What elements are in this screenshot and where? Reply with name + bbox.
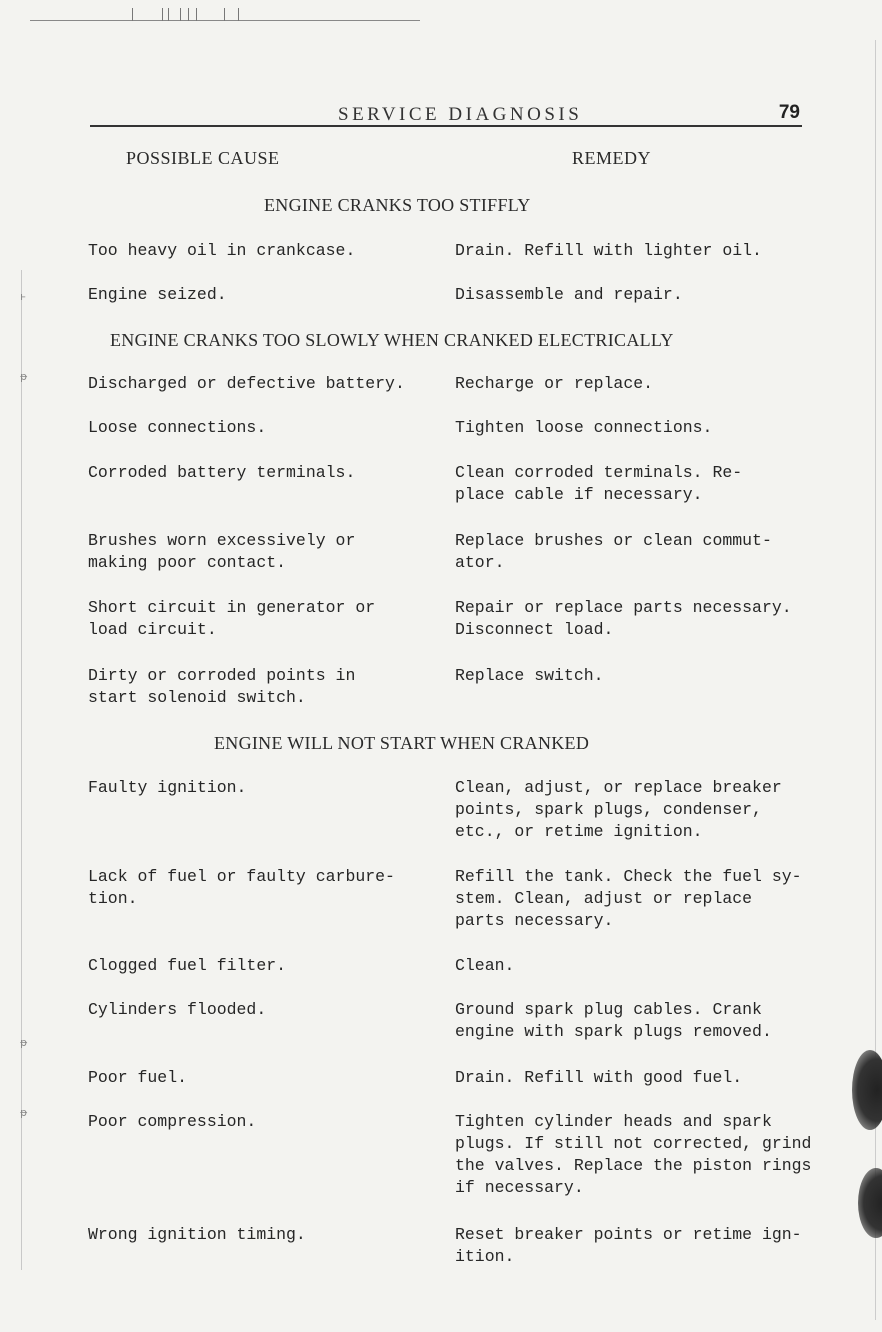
remedy-text: Tighten loose connections. (455, 418, 713, 437)
page-number: 79 (778, 102, 800, 123)
cause-text: Lack of fuel or faulty carbure- tion. (88, 867, 395, 908)
cause-text: Cylinders flooded. (88, 1000, 267, 1019)
cause-text: Faulty ignition. (88, 778, 247, 797)
cause-text: Dirty or corroded points in start solenoid switch. (88, 666, 356, 707)
remedy-text: Disassemble and repair. (455, 285, 683, 304)
remedy-text: Clean corroded terminals. Re- place cable if necessary. (455, 463, 743, 504)
remedy-text: Refill the tank. Check the fuel sy- stem. Clean, adjust or replace parts necessary. (455, 867, 802, 930)
margin-speck: ᵽ (20, 1106, 28, 1119)
section-title: ENGINE WILL NOT START WHEN CRANKED (214, 733, 590, 753)
remedy-text: Clean, adjust, or replace breaker points, spark plugs, condenser, etc., or retime ignition. (455, 778, 782, 841)
remedy-text: Recharge or replace. (455, 374, 654, 393)
cause-text: Poor compression. (88, 1112, 257, 1131)
cause-text: Discharged or defective battery. (88, 374, 405, 393)
cause-text: Poor fuel. (88, 1068, 188, 1087)
remedy-text: Drain. Refill with lighter oil. (455, 241, 762, 260)
scan-artifact-edge (21, 270, 22, 1270)
binding-hole-mark (858, 1168, 882, 1238)
remedy-text: Clean. (455, 956, 515, 975)
remedy-text: Drain. Refill with good fuel. (455, 1068, 743, 1087)
column-header-cause: POSSIBLE CAUSE (126, 148, 280, 168)
page-title: SERVICE DIAGNOSIS (338, 104, 583, 125)
cause-text: Too heavy oil in crankcase. (88, 241, 356, 260)
margin-speck: ᵽ (20, 1036, 28, 1049)
cause-text: Wrong ignition timing. (88, 1225, 306, 1244)
section-title: ENGINE CRANKS TOO SLOWLY WHEN CRANKED ELECTRICALLY (110, 330, 674, 350)
column-header-remedy: REMEDY (572, 148, 651, 168)
cause-text: Corroded battery terminals. (88, 463, 356, 482)
section-title: ENGINE CRANKS TOO STIFFLY (264, 195, 531, 215)
remedy-text: Tighten cylinder heads and spark plugs. If still not corrected, grind the valves. Replace the piston rings if necessary. (455, 1112, 812, 1197)
remedy-text: Replace brushes or clean commut- ator. (455, 531, 772, 572)
cause-text: Short circuit in generator or load circuit. (88, 598, 376, 639)
remedy-text: Ground spark plug cables. Crank engine with spark plugs removed. (455, 1000, 772, 1041)
cause-text: Engine seized. (88, 285, 227, 304)
remedy-text: Reset breaker points or retime ign- ition. (455, 1225, 802, 1266)
cause-text: Clogged fuel filter. (88, 956, 287, 975)
binding-hole-mark (852, 1050, 882, 1130)
remedy-text: Repair or replace parts necessary. Disconnect load. (455, 598, 792, 639)
cause-text: Brushes worn excessively or making poor contact. (88, 531, 356, 572)
cause-text: Loose connections. (88, 418, 267, 437)
margin-speck: ᵽ (20, 370, 28, 383)
page-header (90, 104, 802, 128)
remedy-text: Replace switch. (455, 666, 604, 685)
margin-speck: ⱶ (20, 290, 27, 303)
scan-artifact-marks (128, 8, 268, 22)
